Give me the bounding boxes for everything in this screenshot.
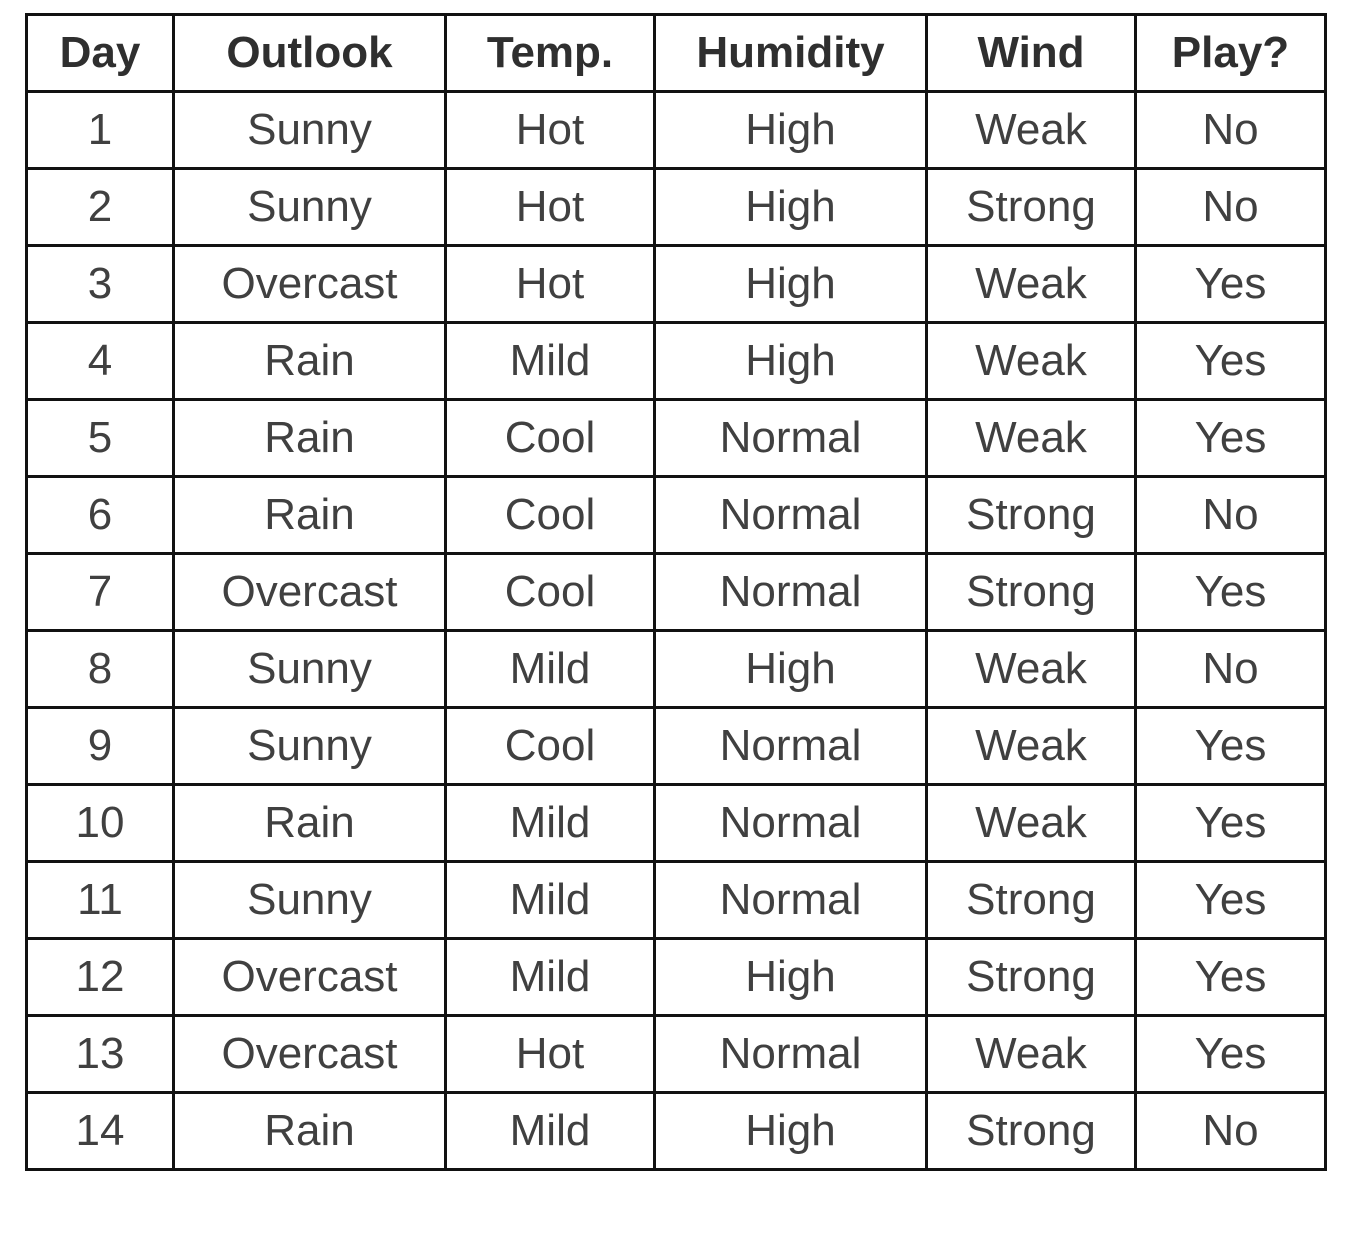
cell-outlook: Sunny (174, 169, 446, 246)
cell-play: Yes (1136, 939, 1326, 1016)
cell-play: Yes (1136, 554, 1326, 631)
cell-day: 4 (27, 323, 174, 400)
cell-temp: Cool (446, 708, 655, 785)
table-row (27, 862, 1326, 939)
cell-play: No (1136, 169, 1326, 246)
cell-humidity: High (655, 246, 927, 323)
cell-play: Yes (1136, 400, 1326, 477)
cell-day: 7 (27, 554, 174, 631)
table-row (27, 939, 1326, 1016)
table-header (27, 15, 1326, 92)
cell-humidity: Normal (655, 862, 927, 939)
cell-wind: Weak (927, 1016, 1136, 1093)
cell-temp: Hot (446, 246, 655, 323)
cell-temp: Mild (446, 1093, 655, 1170)
cell-outlook: Overcast (174, 939, 446, 1016)
cell-outlook: Rain (174, 400, 446, 477)
cell-outlook: Sunny (174, 862, 446, 939)
table-row (27, 708, 1326, 785)
table-row (27, 1016, 1326, 1093)
cell-play: Yes (1136, 862, 1326, 939)
cell-wind: Weak (927, 92, 1136, 169)
cell-wind: Strong (927, 939, 1136, 1016)
cell-play: Yes (1136, 1016, 1326, 1093)
cell-play: Yes (1136, 785, 1326, 862)
cell-temp: Cool (446, 554, 655, 631)
table-row (27, 1093, 1326, 1170)
table-row (27, 400, 1326, 477)
cell-play: Yes (1136, 246, 1326, 323)
cell-humidity: Normal (655, 1016, 927, 1093)
header-wind: Wind (927, 15, 1136, 92)
cell-outlook: Rain (174, 477, 446, 554)
header-play: Play? (1136, 15, 1326, 92)
cell-humidity: High (655, 1093, 927, 1170)
cell-wind: Weak (927, 631, 1136, 708)
table-row (27, 92, 1326, 169)
header-humidity: Humidity (655, 15, 927, 92)
cell-temp: Cool (446, 400, 655, 477)
cell-day: 11 (27, 862, 174, 939)
cell-outlook: Sunny (174, 708, 446, 785)
cell-play: No (1136, 92, 1326, 169)
table-body (27, 92, 1326, 1170)
cell-humidity: High (655, 92, 927, 169)
cell-temp: Cool (446, 477, 655, 554)
cell-wind: Weak (927, 323, 1136, 400)
cell-wind: Weak (927, 400, 1136, 477)
cell-humidity: Normal (655, 554, 927, 631)
table-row (27, 323, 1326, 400)
cell-day: 3 (27, 246, 174, 323)
cell-wind: Weak (927, 246, 1136, 323)
cell-humidity: High (655, 323, 927, 400)
cell-outlook: Rain (174, 1093, 446, 1170)
cell-wind: Strong (927, 169, 1136, 246)
header-outlook: Outlook (174, 15, 446, 92)
cell-day: 5 (27, 400, 174, 477)
cell-day: 12 (27, 939, 174, 1016)
cell-humidity: Normal (655, 785, 927, 862)
cell-humidity: High (655, 631, 927, 708)
cell-day: 9 (27, 708, 174, 785)
cell-day: 10 (27, 785, 174, 862)
cell-temp: Mild (446, 939, 655, 1016)
cell-day: 1 (27, 92, 174, 169)
cell-play: No (1136, 1093, 1326, 1170)
cell-day: 13 (27, 1016, 174, 1093)
cell-humidity: High (655, 169, 927, 246)
table-row (27, 246, 1326, 323)
header-day: Day (27, 15, 174, 92)
cell-wind: Strong (927, 477, 1136, 554)
cell-temp: Mild (446, 862, 655, 939)
cell-day: 8 (27, 631, 174, 708)
table-row (27, 477, 1326, 554)
cell-humidity: High (655, 939, 927, 1016)
cell-wind: Weak (927, 785, 1136, 862)
cell-temp: Hot (446, 92, 655, 169)
play-tennis-table (25, 13, 1327, 1171)
cell-play: No (1136, 631, 1326, 708)
cell-outlook: Rain (174, 785, 446, 862)
cell-play: Yes (1136, 708, 1326, 785)
cell-outlook: Overcast (174, 246, 446, 323)
cell-play: Yes (1136, 323, 1326, 400)
cell-temp: Hot (446, 169, 655, 246)
cell-outlook: Sunny (174, 92, 446, 169)
cell-humidity: Normal (655, 477, 927, 554)
cell-temp: Mild (446, 631, 655, 708)
cell-wind: Weak (927, 708, 1136, 785)
cell-humidity: Normal (655, 708, 927, 785)
cell-outlook: Overcast (174, 1016, 446, 1093)
cell-outlook: Overcast (174, 554, 446, 631)
cell-outlook: Rain (174, 323, 446, 400)
header-temp: Temp. (446, 15, 655, 92)
table-row (27, 631, 1326, 708)
cell-wind: Strong (927, 1093, 1136, 1170)
cell-temp: Hot (446, 1016, 655, 1093)
header-row (27, 15, 1326, 92)
table-row (27, 554, 1326, 631)
cell-day: 6 (27, 477, 174, 554)
cell-temp: Mild (446, 323, 655, 400)
cell-humidity: Normal (655, 400, 927, 477)
cell-temp: Mild (446, 785, 655, 862)
cell-wind: Strong (927, 862, 1136, 939)
table-row (27, 169, 1326, 246)
cell-outlook: Sunny (174, 631, 446, 708)
cell-play: No (1136, 477, 1326, 554)
cell-wind: Strong (927, 554, 1136, 631)
table-row (27, 785, 1326, 862)
cell-day: 2 (27, 169, 174, 246)
cell-day: 14 (27, 1093, 174, 1170)
